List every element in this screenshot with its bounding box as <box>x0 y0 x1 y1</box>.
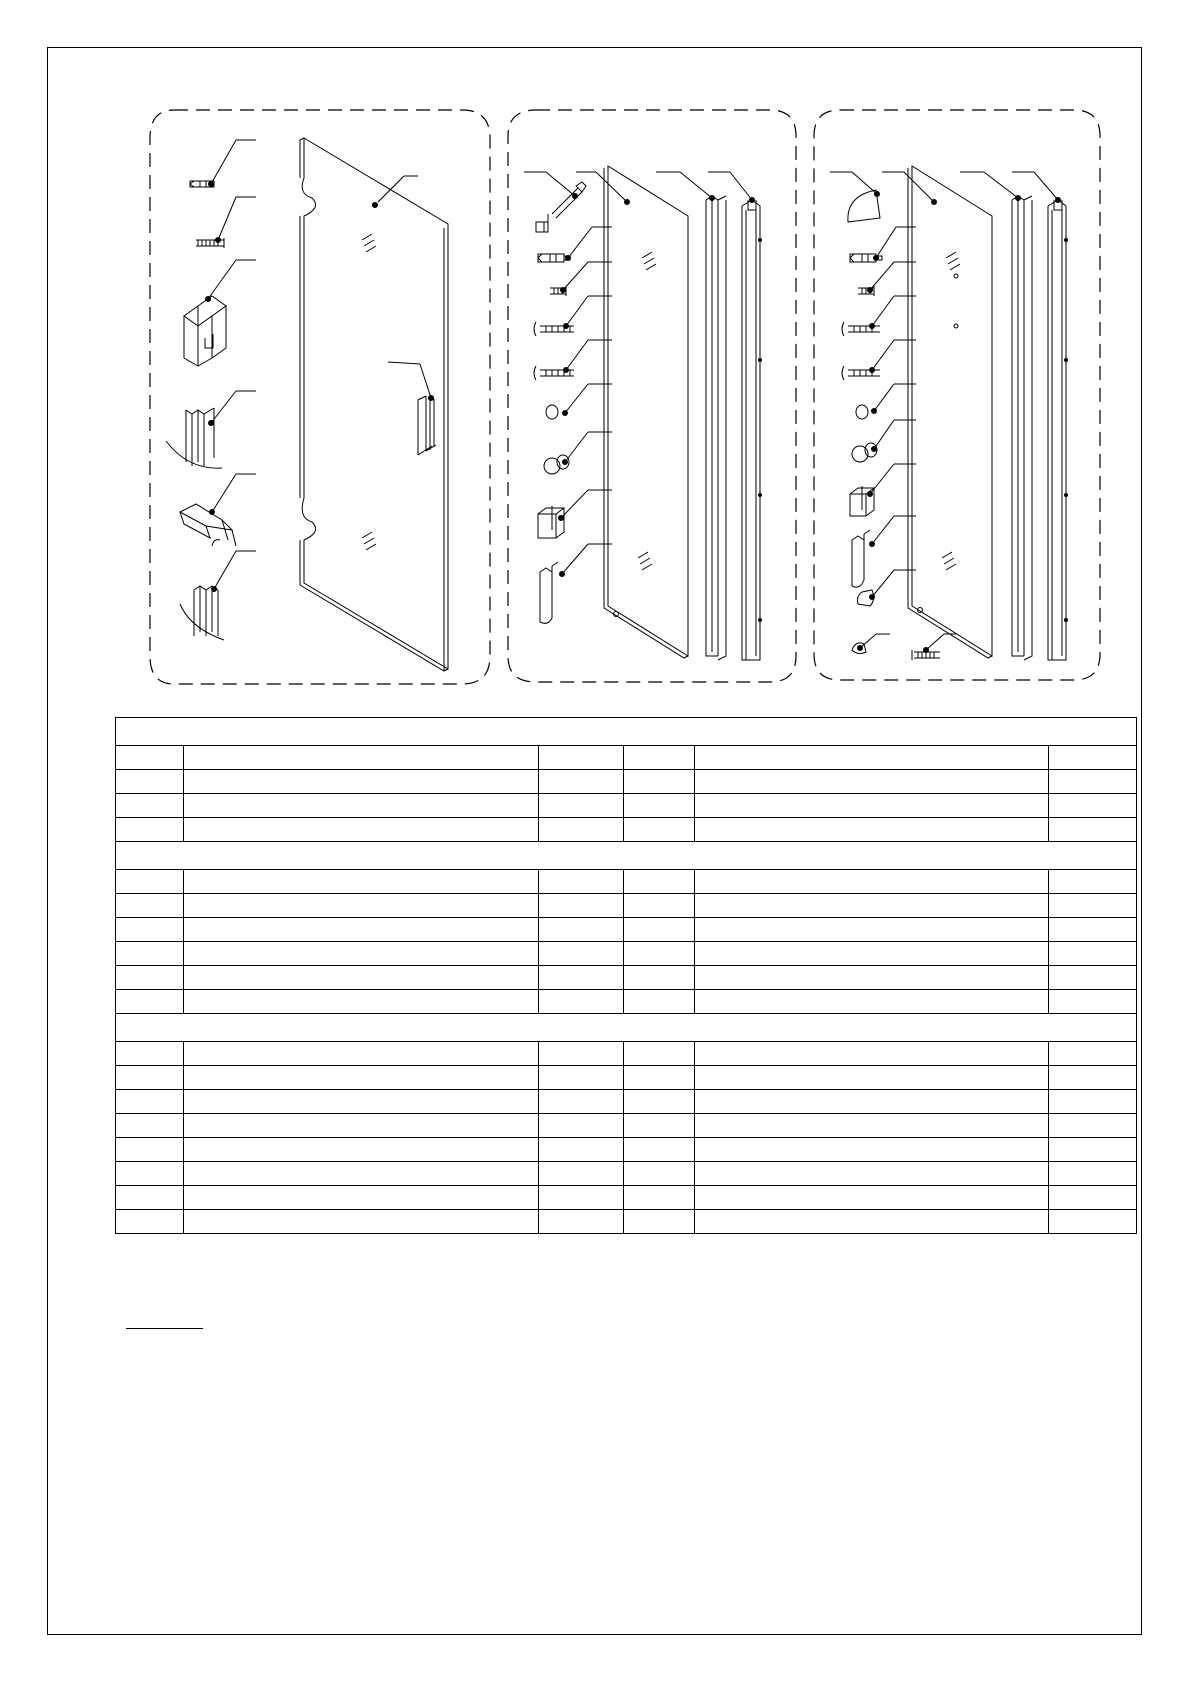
cover-cap <box>856 384 916 419</box>
section-title <box>116 718 1137 746</box>
table-cell <box>184 1090 539 1114</box>
table-cell <box>116 1114 184 1138</box>
wall-channel <box>540 544 612 623</box>
table-cell <box>695 1138 1049 1162</box>
table-cell <box>539 1162 624 1186</box>
table-cell <box>539 1042 624 1066</box>
table-cell <box>539 794 624 818</box>
table-cell <box>1049 894 1137 918</box>
table-section-header <box>116 1014 1137 1042</box>
fixed-glass <box>576 166 688 658</box>
table-cell <box>695 990 1049 1014</box>
table-cell <box>539 746 624 770</box>
table-cell <box>1049 918 1137 942</box>
table-cell <box>695 1114 1049 1138</box>
door-handle <box>388 362 436 455</box>
table-cell <box>116 1066 184 1090</box>
table-cell <box>116 1162 184 1186</box>
table-cell <box>695 894 1049 918</box>
table-row <box>116 870 1137 894</box>
corner-seal <box>180 551 256 640</box>
table-cell <box>695 1066 1049 1090</box>
table-cell <box>184 1114 539 1138</box>
screw <box>912 634 956 660</box>
table-cell <box>1049 1186 1137 1210</box>
table-cell <box>116 1138 184 1162</box>
table-cell <box>1049 870 1137 894</box>
small-cap <box>852 634 890 654</box>
table-cell <box>1049 942 1137 966</box>
end-cap <box>858 570 917 606</box>
table-cell <box>695 1090 1049 1114</box>
table-cell <box>184 1066 539 1090</box>
table-cell <box>539 818 624 842</box>
door-seal <box>180 474 256 546</box>
table-cell <box>184 942 539 966</box>
wall-profile <box>1012 172 1068 660</box>
table-row <box>116 1090 1137 1114</box>
table-section-header <box>116 718 1137 746</box>
support-bar <box>524 172 586 232</box>
wall-plug <box>190 140 256 187</box>
screw <box>196 197 256 248</box>
table-cell <box>184 818 539 842</box>
table-cell <box>539 942 624 966</box>
table-cell <box>1049 990 1137 1014</box>
section-title <box>116 1014 1137 1042</box>
table-cell <box>624 818 695 842</box>
table-cell <box>539 894 624 918</box>
table-cell <box>116 746 184 770</box>
table-cell <box>624 990 695 1014</box>
section-title <box>116 842 1137 870</box>
short-screw <box>550 262 612 296</box>
table-cell <box>184 1186 539 1210</box>
table-cell <box>116 942 184 966</box>
glass-clamp <box>850 464 916 516</box>
table-cell <box>624 918 695 942</box>
knob <box>544 432 612 474</box>
table-cell <box>1049 966 1137 990</box>
long-screw <box>534 340 612 380</box>
table-cell <box>695 1042 1049 1066</box>
table-cell <box>116 1042 184 1066</box>
table-cell <box>695 870 1049 894</box>
table-cell <box>624 770 695 794</box>
table-cell <box>1049 1114 1137 1138</box>
table-row <box>116 1186 1137 1210</box>
glass-channel <box>960 172 1032 660</box>
table-cell <box>624 794 695 818</box>
table-cell <box>116 770 184 794</box>
table-cell <box>1049 770 1137 794</box>
table-cell <box>1049 1210 1137 1234</box>
long-screw <box>842 340 916 380</box>
table-cell <box>539 1066 624 1090</box>
short-screw <box>858 262 916 296</box>
table-cell <box>624 894 695 918</box>
right-panel <box>814 110 1100 680</box>
table-cell <box>695 746 1049 770</box>
table-row <box>116 966 1137 990</box>
table-cell <box>184 794 539 818</box>
table-row <box>116 990 1137 1014</box>
table-cell <box>624 942 695 966</box>
table-cell <box>624 1114 695 1138</box>
table-cell <box>695 770 1049 794</box>
center-panel <box>508 110 796 682</box>
wall-channel <box>852 516 916 587</box>
table-cell <box>184 746 539 770</box>
table-cell <box>1049 794 1137 818</box>
screw <box>842 296 916 336</box>
wall-plug <box>538 227 612 262</box>
table-cell <box>184 1210 539 1234</box>
cover-cap <box>546 384 612 419</box>
table-cell <box>695 918 1049 942</box>
table-cell <box>184 870 539 894</box>
table-cell <box>624 966 695 990</box>
table-cell <box>539 1138 624 1162</box>
table-row <box>116 770 1137 794</box>
table-row <box>116 746 1137 770</box>
glass-channel <box>656 172 726 660</box>
parts-table <box>115 717 1137 1234</box>
wall-profile <box>708 172 762 660</box>
table-cell <box>184 990 539 1014</box>
table-row <box>116 1210 1137 1234</box>
table-cell <box>184 918 539 942</box>
left-panel <box>150 110 490 684</box>
screw <box>534 296 612 336</box>
table-cell <box>695 942 1049 966</box>
table-row <box>116 1138 1137 1162</box>
table-cell <box>624 1042 695 1066</box>
table-cell <box>184 1042 539 1066</box>
table-cell <box>624 746 695 770</box>
table-cell <box>539 770 624 794</box>
table-cell <box>184 894 539 918</box>
table-cell <box>116 794 184 818</box>
table-cell <box>695 1162 1049 1186</box>
table-cell <box>624 870 695 894</box>
table-row <box>116 942 1137 966</box>
table-row <box>116 1066 1137 1090</box>
exploded-parts-diagram <box>0 0 1192 710</box>
table-cell <box>184 1138 539 1162</box>
glass-hinge <box>184 260 256 366</box>
table-cell <box>695 966 1049 990</box>
table-section-header <box>116 842 1137 870</box>
table-cell <box>539 870 624 894</box>
table-cell <box>116 1186 184 1210</box>
table-cell <box>1049 1090 1137 1114</box>
table-cell <box>624 1090 695 1114</box>
table-cell <box>1049 1042 1137 1066</box>
table-row <box>116 918 1137 942</box>
table-cell <box>539 1210 624 1234</box>
corner-shelf <box>830 172 880 222</box>
table-cell <box>695 794 1049 818</box>
table-row <box>116 894 1137 918</box>
table-cell <box>116 870 184 894</box>
glass-clamp <box>538 490 612 538</box>
table-cell <box>116 918 184 942</box>
wall-plug <box>850 227 916 262</box>
table-cell <box>539 1186 624 1210</box>
table-cell <box>539 966 624 990</box>
table-row <box>116 1162 1137 1186</box>
table-cell <box>539 918 624 942</box>
table-cell <box>624 1210 695 1234</box>
table-row <box>116 1042 1137 1066</box>
table-cell <box>624 1066 695 1090</box>
table-cell <box>695 1210 1049 1234</box>
knob <box>852 420 916 462</box>
table-cell <box>624 1138 695 1162</box>
table-cell <box>539 990 624 1014</box>
wall-profile <box>166 391 256 468</box>
table-cell <box>116 990 184 1014</box>
note-heading <box>126 1310 203 1329</box>
table-cell <box>624 1186 695 1210</box>
table-row <box>116 794 1137 818</box>
table-cell <box>1049 1162 1137 1186</box>
table-cell <box>116 894 184 918</box>
table-cell <box>116 1210 184 1234</box>
table-row <box>116 1114 1137 1138</box>
table-cell <box>1049 746 1137 770</box>
table-row <box>116 818 1137 842</box>
table-cell <box>184 770 539 794</box>
table-cell <box>1049 1138 1137 1162</box>
table-cell <box>116 818 184 842</box>
table-cell <box>116 1090 184 1114</box>
table-cell <box>1049 818 1137 842</box>
parts-table-body <box>116 718 1137 1234</box>
table-cell <box>695 818 1049 842</box>
table-cell <box>184 1162 539 1186</box>
table-cell <box>624 1162 695 1186</box>
table-cell <box>539 1114 624 1138</box>
table-cell <box>1049 1066 1137 1090</box>
table-cell <box>695 1186 1049 1210</box>
table-cell <box>539 1090 624 1114</box>
table-cell <box>116 966 184 990</box>
fixed-glass <box>882 166 992 658</box>
table-cell <box>184 966 539 990</box>
